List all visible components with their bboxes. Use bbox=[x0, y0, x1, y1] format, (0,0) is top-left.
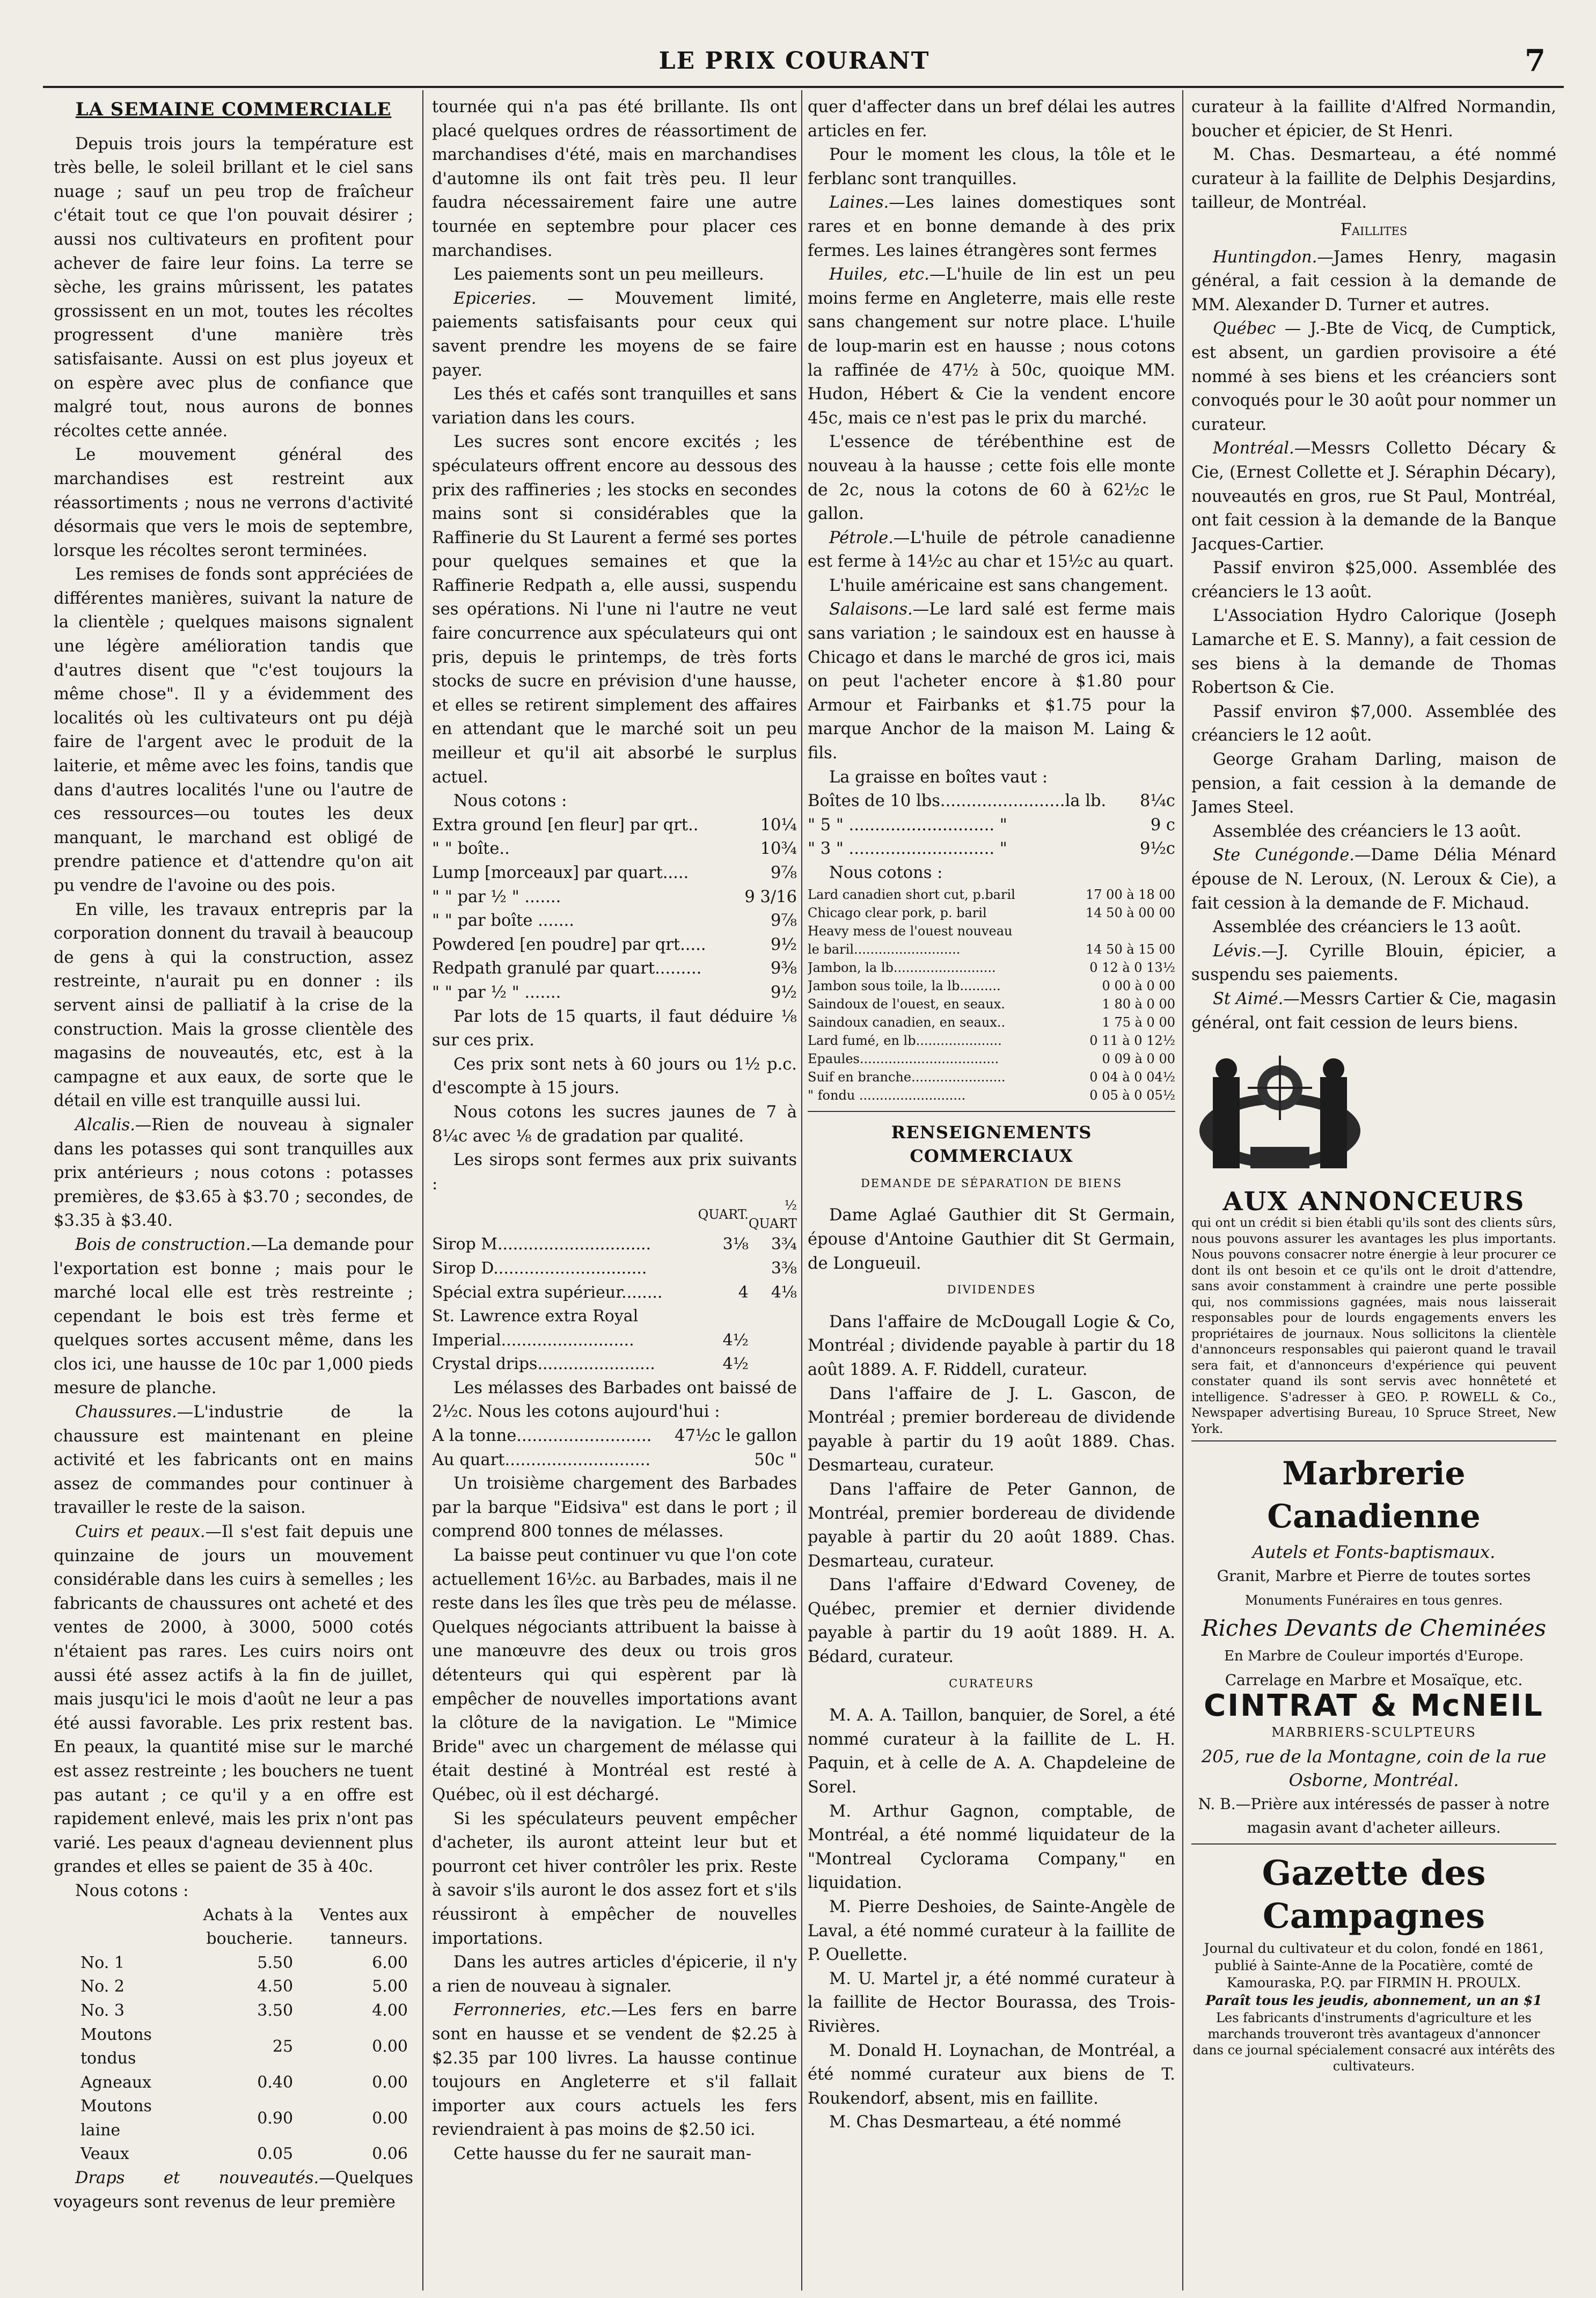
table-cell: 4.00 bbox=[372, 2001, 408, 2020]
table-cell: 0.05 bbox=[257, 2145, 294, 2164]
table-cell: Moutons tondus bbox=[80, 2025, 152, 2068]
price-value: 9⅜ bbox=[771, 959, 797, 978]
price-row bbox=[432, 814, 797, 838]
article-paragraph: Dans les autres articles d'épicerie, il n'y a rien de nouveau à signaler. bbox=[432, 1953, 797, 1996]
article-paragraph: Les mélasses des Barbades ont baissé de 2½c. Nous les cotons aujourd'hui : bbox=[432, 1378, 797, 1422]
price-value: 9 c bbox=[1150, 815, 1175, 835]
price-value: 10¾ bbox=[760, 839, 797, 859]
table-cell: 3¾ bbox=[771, 1235, 797, 1254]
ad-marbrerie-line: Carrelage en Marbre et Mosaïque, etc. bbox=[1225, 1671, 1523, 1689]
table-cell bbox=[698, 1305, 749, 1329]
column-2 bbox=[432, 96, 797, 2288]
article-paragraph bbox=[432, 287, 797, 383]
table-cell: Agneaux bbox=[80, 2073, 152, 2092]
table-cell: 25 bbox=[272, 2037, 294, 2056]
table-cell: Moutons laine bbox=[80, 2097, 152, 2140]
article-paragraph: Nous cotons : bbox=[75, 1881, 189, 1900]
notice-paragraph bbox=[1191, 246, 1556, 318]
notice-paragraph bbox=[1191, 317, 1556, 437]
price-row bbox=[808, 885, 1175, 904]
table-header: QUART. bbox=[698, 1207, 749, 1223]
paragraph-label: Cuirs et peaux. bbox=[75, 1523, 206, 1542]
price-label: Saindoux canadien, en seaux.. bbox=[808, 1014, 1006, 1030]
price-row bbox=[808, 977, 1175, 995]
table-cell: Veaux bbox=[80, 2145, 129, 2164]
paragraph-label: Alcalis. bbox=[75, 1115, 135, 1135]
section-rule bbox=[808, 1111, 1175, 1112]
price-label: Powdered [en poudre] par qrt..... bbox=[432, 935, 706, 954]
article-paragraph: Nous cotons : bbox=[453, 792, 567, 811]
notice-paragraph: Assemblée des créanciers le 13 août. bbox=[1213, 822, 1521, 841]
paragraph-text: —L'huile de pétrole canadienne est ferme à 14½c au char et 15½c au quart. bbox=[808, 528, 1175, 572]
price-label: Lump [morceaux] par quart..... bbox=[432, 863, 689, 882]
table-row bbox=[432, 1305, 797, 1329]
price-value: 0 00 à 0 00 bbox=[1102, 978, 1175, 993]
table-cell: 3.50 bbox=[257, 2001, 294, 2020]
subheading-curateurs: CURATEURS bbox=[949, 1677, 1034, 1690]
table-cell: No. 2 bbox=[80, 1977, 125, 1996]
notice-paragraph: Dans l'affaire de McDougall Logie & Co, Montréal ; dividende payable à partir du 18 août 1889. A. F. Riddell, curateur. bbox=[808, 1312, 1175, 1379]
price-value: 9⅞ bbox=[771, 863, 797, 882]
article-paragraph: Les thés et cafés sont tranquilles et sans variation dans les cours. bbox=[432, 385, 797, 428]
notice-paragraph: M. Pierre Deshoies, de Sainte-Angèle de Laval, a été nommé curateur à la faillite de P. Ouellette. bbox=[808, 1898, 1175, 1965]
paragraph-text: —Messrs Cartier & Cie, magasin général, ont fait cession de leurs biens. bbox=[1191, 989, 1556, 1033]
price-label: Suif en branche....................... bbox=[808, 1069, 1006, 1085]
page-header-title: LE PRIX COURANT bbox=[658, 47, 930, 75]
table-row bbox=[75, 1999, 413, 2023]
table-row bbox=[75, 2071, 413, 2095]
price-label: Heavy mess de l'ouest nouveau bbox=[808, 923, 1013, 939]
table-row bbox=[432, 1281, 797, 1305]
price-label: " 5 " ............................ " bbox=[808, 815, 1007, 835]
price-value: 8¼c bbox=[1139, 792, 1175, 811]
paragraph-text: —Rien de nouveau à signaler dans les potasses qui sont tranquilles aux prix antérieurs ; nous cotons : potasses premières, de $3.65 à $3.70 ; secondes, de $3.35 à $3.40. bbox=[54, 1115, 413, 1231]
column-3 bbox=[808, 96, 1175, 2288]
paragraph-label: Ferronneries, etc. bbox=[453, 2001, 611, 2020]
price-row bbox=[808, 1013, 1175, 1031]
ad-marbrerie-line: Riches Devants de Cheminées bbox=[1201, 1615, 1547, 1642]
article-paragraph: Si les spéculateurs peuvent empêcher d'acheter, ils auront atteint leur but et pourront cet hiver contrôler les prix. Reste à savoir s'ils auront le dos assez fort et s'ils réussiront à empêcher de nouvelles importations. bbox=[432, 1809, 797, 1948]
article-paragraph: Ces prix sont nets à 60 jours ou 1½ p.c. d'escompte à 15 jours. bbox=[432, 1055, 797, 1098]
ad-rule bbox=[1191, 1440, 1556, 1441]
price-value: 17 00 à 18 00 bbox=[1086, 887, 1175, 902]
paragraph-label: St Aimé. bbox=[1213, 989, 1284, 1008]
price-value: 1 75 à 0 00 bbox=[1102, 1014, 1175, 1030]
price-label: " fondu .......................... bbox=[808, 1087, 966, 1103]
notice-paragraph: Passif environ $25,000. Assemblée des créanciers le 13 août. bbox=[1191, 559, 1556, 602]
price-label: Chicago clear pork, p. baril bbox=[808, 905, 987, 920]
price-row bbox=[808, 904, 1175, 922]
paragraph-text: —Quelques voyageurs sont revenus de leur première bbox=[54, 2169, 413, 2212]
table-cell bbox=[749, 1305, 797, 1329]
price-row bbox=[808, 837, 1175, 861]
column-divider bbox=[422, 90, 423, 2290]
notice-paragraph bbox=[1191, 437, 1556, 557]
table-row bbox=[432, 1352, 797, 1377]
syrup-price-table bbox=[432, 1196, 797, 1377]
table-header-row bbox=[75, 1904, 413, 1951]
price-label: le baril.......................... bbox=[808, 941, 961, 957]
ad-marbrerie-note: N. B.—Prière aux intéressés de passer à notre magasin avant d'acheter ailleurs. bbox=[1198, 1795, 1550, 1837]
price-label: Au quart............................ bbox=[432, 1450, 651, 1469]
price-label: Boîtes de 10 lbs........................la lb. bbox=[808, 792, 1107, 811]
article-paragraph bbox=[808, 263, 1175, 430]
ad-marbrerie-line: Monuments Funéraires en tous genres. bbox=[1244, 1592, 1503, 1608]
table-cell: 0.06 bbox=[372, 2145, 408, 2164]
notice-paragraph bbox=[1191, 940, 1556, 987]
article-paragraph bbox=[808, 598, 1175, 765]
paragraph-text: — J.-Bte de Vicq, de Cumptick, est absent, un gardien provisoire a été nommé à ses biens et les créanciers sont convoqués pour le 30 août pour nommer un curateur. bbox=[1191, 319, 1556, 434]
table-cell: 4⅛ bbox=[771, 1283, 797, 1302]
table-cell: 4½ bbox=[722, 1355, 749, 1374]
article-paragraph: Un troisième chargement des Barbades par la barque "Eidsiva" est dans le port ; il comprend 800 tonnes de mélasses. bbox=[432, 1474, 797, 1541]
price-value: 9⅞ bbox=[771, 911, 797, 931]
article-paragraph: Par lots de 15 quarts, il faut déduire ⅛ sur ces prix. bbox=[432, 1007, 797, 1050]
table-cell: 3⅛ bbox=[722, 1235, 749, 1254]
header-rule bbox=[43, 86, 1564, 88]
table-cell: St. Lawrence extra Royal bbox=[432, 1307, 639, 1326]
table-cell: 4½ bbox=[722, 1330, 749, 1350]
table-header: Achats à la boucherie. bbox=[203, 1905, 294, 1949]
table-cell: 0.00 bbox=[372, 2037, 408, 2056]
table-cell: 4 bbox=[738, 1283, 749, 1302]
ad-marbrerie-line: Granit, Marbre et Pierre de toutes sortes bbox=[1217, 1567, 1531, 1585]
article-paragraph: La baisse peut continuer vu que l'on cote actuellement 16½c. au Barbades, mais il ne reste dans les îles que très peu de mélasse. Quelques négociants attribuent la baisse à une manœuvre des deux ou trois gros détenteurs qui qui espèrent par là empêcher de nouvelles importations avant la clôture de la navigation. Le "Mimice Bride" avec un chargement de mélasse qui était destiné à Montréal est resté à Québec, où il est déchargé. bbox=[432, 1546, 797, 1804]
price-value: 9½ bbox=[771, 983, 797, 1002]
price-value: 0 04 à 0 04½ bbox=[1089, 1069, 1175, 1085]
article-paragraph: Les paiements sont un peu meilleurs. bbox=[453, 265, 764, 284]
price-row bbox=[432, 933, 797, 957]
price-label: Redpath granulé par quart......... bbox=[432, 959, 702, 978]
paragraph-text: —Le lard salé est ferme mais sans variation ; le saindoux est en hausse à Chicago et dans le marché de gros ici, mais on peut l'acheter encore à $1.80 pour Armour et Fairbanks et $1.75 pour la marque Anchor de la maison M. Laing & fils. bbox=[808, 600, 1175, 763]
price-value: 14 50 à 15 00 bbox=[1086, 941, 1175, 957]
price-value: 1 80 à 0 00 bbox=[1102, 996, 1175, 1012]
table-header-row bbox=[432, 1196, 797, 1233]
notice-paragraph: M. Chas. Desmarteau, a été nommé curateur à la faillite de Delphis Desjardins, tailleur, de Montréal. bbox=[1191, 145, 1556, 213]
paragraph-label: Salaisons. bbox=[829, 600, 913, 619]
table-cell: 0.00 bbox=[372, 2109, 408, 2128]
notice-paragraph bbox=[1191, 844, 1556, 916]
table-cell: Spécial extra supérieur........ bbox=[432, 1283, 663, 1302]
price-value: 9½c bbox=[1139, 839, 1175, 859]
price-label: Jambon, la lb......................... bbox=[808, 960, 996, 975]
table-row bbox=[75, 2023, 413, 2071]
table-cell bbox=[749, 1329, 797, 1353]
price-row bbox=[808, 814, 1175, 838]
notice-paragraph: curateur à la faillite d'Alfred Normandin, boucher et épicier, de St Henri. bbox=[1191, 98, 1556, 141]
article-paragraph: Les sucres sont encore excités ; les spéculateurs offrent encore au dessous des prix des raffineries ; les stocks en secondes mains sont si considérables que la Raffinerie du St Laurent a fermé ses portes pour quelques semaines et que la Raffinerie Redpath a, elle aussi, suspendu ses opérations. Ni l'une ni l'autre ne veut faire concurrence aux spéculateurs qui ont pris, depuis le printemps, de très forts stocks de sucre en prévision d'une hausse, et elles se retirent simplement des affaires en attendant que le marché soit un peu meilleur et qu'il ait absorbé le surplus actuel. bbox=[432, 433, 797, 787]
subheading-faillites: Faillites bbox=[1340, 220, 1408, 239]
subheading-dividendes: DIVIDENDES bbox=[947, 1283, 1036, 1297]
paragraph-label: Ste Cunégonde. bbox=[1213, 846, 1355, 865]
column-1 bbox=[54, 96, 413, 2288]
article-paragraph: En ville, les travaux entrepris par la corporation donnent du travail à beaucoup de gens à qui la construction, assez restreinte, n'aurait pu en donner : ils servent ainsi de palliatif à la crise de la construction. Mais la grosse clientèle des magasins de nouveautés, etc, est à la campagne et aux eaux, de sorte que le détail en ville est tranquille aussi lui. bbox=[54, 900, 413, 1111]
ad-marbrerie-firm: CINTRAT & McNEIL bbox=[1204, 1688, 1544, 1724]
ad-rule bbox=[1191, 1843, 1556, 1845]
price-label: Epaules.................................. bbox=[808, 1051, 999, 1066]
article-paragraph: Cette hausse du fer ne saurait man- bbox=[453, 2144, 752, 2163]
table-cell bbox=[749, 1352, 797, 1377]
price-row bbox=[808, 922, 1175, 940]
table-row bbox=[75, 2095, 413, 2142]
price-value: 10¼ bbox=[760, 815, 797, 835]
paragraph-label: Huntingdon. bbox=[1213, 247, 1317, 267]
notice-paragraph: Dans l'affaire de J. L. Gascon, de Montréal ; premier bordereau de dividende payable à partir du 19 août 1889. Chas. Desmarteau, curateur. bbox=[808, 1384, 1175, 1475]
meat-price-list bbox=[808, 885, 1175, 1104]
table-cell: 3⅜ bbox=[771, 1258, 797, 1278]
price-row bbox=[432, 981, 797, 1005]
notice-paragraph: Dame Aglaé Gauthier dit St Germain, épouse d'Antoine Gauthier dit St Germain, de Longueuil. bbox=[808, 1206, 1175, 1273]
sugar-price-list bbox=[432, 814, 797, 1005]
article-paragraph bbox=[808, 526, 1175, 574]
table-header: Ventes aux tanneurs. bbox=[319, 1905, 408, 1949]
price-row bbox=[808, 995, 1175, 1013]
ad-marbrerie-address: 205, rue de la Montagne, coin de la rue Osborne, Montréal. bbox=[1201, 1746, 1547, 1791]
price-row bbox=[432, 909, 797, 933]
paragraph-text: —J. Cyrille Blouin, épicier, a suspendu ses paiements. bbox=[1191, 941, 1556, 985]
paragraph-text: —Messrs Colletto Décary & Cie, (Ernest Collette et J. Séraphin Décary), nouveautés en gros, rue St Paul, Montréal, ont fait cession à la demande de la Banque Jacques-Cartier. bbox=[1191, 439, 1556, 554]
price-row bbox=[808, 940, 1175, 958]
ad-aux-annonceurs-text: qui ont un crédit si bien établi qu'ils sont des clients sûrs, nous pouvons assurer les avantages les plus importants. Nous pouvons consacrer notre énergie à leur procurer ce dont ils ont besoin et ce qu'ils ont le droit d'attendre, sans avoir constamment à craindre une perte possible qui, nos commissions gagnées, mais nous laisserait responsables pour de lourds engagements envers les propriétaires de journaux. Nous sollicitons la clientèle d'annonceurs responsables qui paieront quand le travail sera fait, et d'annonceurs d'expérience qui peuvent constater quand ils sont servis avec honnêteté et intelligence. S'adresser à GEO. P. ROWELL & Co., Newspaper advertising Bureau, 10 Spruce Street, New York. bbox=[1191, 1216, 1556, 1436]
ad-gazette-subscription: Paraît tous les jeudis, abonnement, un an $1 bbox=[1205, 1992, 1542, 2008]
price-label: Extra ground [en fleur] par qrt.. bbox=[432, 815, 699, 835]
price-value: 0 05 à 0 05½ bbox=[1089, 1087, 1175, 1103]
hides-price-table bbox=[75, 1904, 413, 2167]
price-row bbox=[808, 1050, 1175, 1068]
paragraph-text: —La demande pour l'exportation est bonne ; mais pour le marché local elle est très restreinte ; cependant le bois est très ferme et quelques sortes accusent même, dans les clos ici, une hausse de 10c par 1,000 pieds mesure de planche. bbox=[54, 1235, 413, 1398]
article-paragraph bbox=[54, 2167, 413, 2214]
paragraph-label: Québec bbox=[1213, 319, 1276, 339]
notice-paragraph: Dans l'affaire de Peter Gannon, de Montréal, premier bordereau de dividende payable à partir du 20 août 1889. Chas. Desmarteau, curateur. bbox=[808, 1480, 1175, 1571]
table-cell: 0.40 bbox=[257, 2073, 294, 2092]
ad-marbrerie-title: Marbrerie Canadienne bbox=[1267, 1455, 1481, 1536]
paragraph-text: —Dame Délia Ménard épouse de N. Leroux, (N. Leroux & Cie), a fait cession à la demande de F. Michaud. bbox=[1191, 846, 1556, 913]
notice-paragraph bbox=[1191, 987, 1556, 1035]
article-paragraph: Le mouvement général des marchandises est restreint aux réassortiments ; nous ne verrons d'activité désormais que vers le mois de septembre, lorsque les récoltes seront terminées. bbox=[54, 445, 413, 560]
notice-paragraph: M. A. A. Taillon, banquier, de Sorel, a été nommé curateur à la faillite de L. H. Paquin, et à celle de A. A. Chapdeleine de Sorel. bbox=[808, 1706, 1175, 1797]
ad-marbrerie-line: En Marbre de Couleur importés d'Europe. bbox=[1224, 1648, 1524, 1665]
price-value: 50c " bbox=[754, 1450, 797, 1469]
paragraph-label: Chaussures. bbox=[75, 1403, 177, 1422]
price-row bbox=[808, 958, 1175, 977]
article-paragraph: Depuis trois jours la température est très belle, le soleil brillant et le ciel sans nuage ; sauf un peu trop de fraîcheur c'était tout ce que l'on pouvait désirer ; aussi nos cultivateurs en profitent pour achever de faire leur foins. La terre se sèche, les grains mûrissent, les patates grossissent en un mot, toutes les récoltes progressent d'une manière très satisfaisante. Aussi on est plus joyeux et on espère avec plus de confiance que malgré tout, nous aurons de bonnes récoltes cette année. bbox=[54, 134, 413, 441]
notice-paragraph: M. U. Martel jr, a été nommé curateur à la faillite de Hector Bourassa, des Trois-Rivières. bbox=[808, 1969, 1175, 2036]
paragraph-label: Epiceries. bbox=[453, 289, 537, 308]
price-value: 0 11 à 0 12½ bbox=[1089, 1033, 1175, 1048]
price-label: Lard canadien short cut, p.baril bbox=[808, 887, 1015, 902]
table-cell: 5.00 bbox=[372, 1977, 408, 1996]
price-label: " " par ½ " ....... bbox=[432, 887, 561, 906]
article-paragraph: La graisse en boîtes vaut : bbox=[829, 767, 1048, 787]
notice-paragraph: Passif environ $7,000. Assemblée des créanciers le 12 août. bbox=[1191, 702, 1556, 745]
table-row bbox=[432, 1329, 797, 1353]
table-cell: 5.50 bbox=[257, 1953, 294, 1972]
column-divider bbox=[801, 90, 802, 2290]
table-cell: 0.90 bbox=[257, 2109, 294, 2128]
paragraph-text: —L'industrie de la chaussure est maintenant en pleine activité et les fabricants ont en mains assez de commandes pour continuer à travailler le reste de la saison. bbox=[54, 1403, 413, 1518]
advertising-engraving-icon bbox=[1191, 1045, 1368, 1179]
article-paragraph: Pour le moment les clous, la tôle et le ferblanc sont tranquilles. bbox=[808, 145, 1175, 188]
price-row bbox=[808, 1031, 1175, 1050]
table-header: ½ QUART bbox=[748, 1198, 797, 1232]
article-paragraph bbox=[54, 1401, 413, 1520]
paragraph-text: —L'huile de lin est un peu moins ferme en Angleterre, mais elle reste sans changement sur notre place. L'huile de loup-marin est en hausse ; nous cotons la raffinée de 47½ à 50c, quoique MM. Hudon, Hébert & Cie la vendent encore 45c, mais ce n'est pas le prix du marché. bbox=[808, 265, 1175, 428]
ad-gazette-text: Les fabricants d'instruments d'agriculture et les marchands trouveront très avantageux d'annoncer dans ce journal spécialement consacré aux intérêts des cultivateurs. bbox=[1192, 2010, 1555, 2074]
article-paragraph: Les sirops sont fermes aux prix suivants : bbox=[432, 1151, 797, 1194]
price-label: Saindoux de l'ouest, en seaux. bbox=[808, 996, 1005, 1012]
ad-gazette-title: Gazette des Campagnes bbox=[1262, 1853, 1486, 1936]
table-row bbox=[75, 1951, 413, 1975]
notice-paragraph: M. Donald H. Loynachan, de Montréal, a été nommé curateur aux biens de T. Roukendorf, absent, mis en faillite. bbox=[808, 2041, 1175, 2108]
article-paragraph: Nous cotons : bbox=[829, 863, 943, 882]
notice-paragraph: George Graham Darling, maison de pension, a fait cession à la demande de James Steel. bbox=[1191, 750, 1556, 817]
article-paragraph: L'huile américaine est sans changement. bbox=[829, 576, 1169, 595]
price-row bbox=[808, 1086, 1175, 1104]
article-paragraph bbox=[432, 1999, 797, 2142]
ad-marbrerie-line: Autels et Fonts-baptismaux. bbox=[1252, 1542, 1496, 1563]
paragraph-label: Bois de construction. bbox=[75, 1235, 251, 1254]
article-paragraph: quer d'affecter dans un bref délai les autres articles en fer. bbox=[808, 98, 1175, 141]
paragraph-label: Laines. bbox=[829, 193, 889, 213]
article-paragraph bbox=[54, 1520, 413, 1879]
table-cell: Sirop D.............................. bbox=[432, 1258, 647, 1278]
notice-paragraph: M. Chas Desmarteau, a été nommé bbox=[829, 2113, 1122, 2132]
table-cell: 6.00 bbox=[372, 1953, 408, 1972]
paragraph-text: — Mouvement limité, paiements satisfaisants pour ceux qui savent prendre les moyens de se faire payer. bbox=[432, 289, 797, 380]
article-paragraph: tournée qui n'a pas été brillante. Ils ont placé quelques ordres de réassortiment de marchandises d'été, mais en marchandises d'automne ils ont fait très peu. Il leur faudra nécessairement faire une autre tournée en septembre pour placer ces marchandises. bbox=[432, 98, 797, 260]
table-cell bbox=[698, 1257, 749, 1281]
price-label: " 3 " ............................ " bbox=[808, 839, 1007, 859]
page-number: 7 bbox=[1525, 43, 1546, 78]
price-row bbox=[432, 861, 797, 885]
subheading-separation: DEMANDE DE SÉPARATION DE BIENS bbox=[860, 1176, 1123, 1190]
article-paragraph: Les remises de fonds sont appréciées de différentes manières, suivant la nature de la clientèle ; quelques maisons signalent une légère amélioration tandis que d'autres disent que "c'est toujours la même chose". Il y a évidemment des localités où les cultivateurs ont pu déjà faire de l'argent avec le produit de la laiterie, et même avec les foins, tandis que dans d'autres localités l'une ou l'autre de ces ressources—ou toutes les deux manquant, le marchand est obligé de prendre patience et d'attendre qu'on ait pu vendre de l'avoine ou des pois. bbox=[54, 565, 413, 895]
paragraph-text: —Les fers en barre sont en hausse et se vendent de $2.25 à $2.35 par 100 livres. La hausse continue toujours en Angleterre et s'il fallait importer aux cours actuels les fers reviendraient à pas moins de $2.50 ici. bbox=[432, 2001, 797, 2140]
price-label: " " par boîte ....... bbox=[432, 911, 574, 931]
paragraph-text: —Les laines domestiques sont rares et en bonne demande à des prix fermes. Les laines étrangères sont fermes bbox=[808, 193, 1175, 260]
table-row bbox=[432, 1233, 797, 1257]
article-paragraph: L'essence de térébenthine est de nouveau à la hausse ; cette fois elle monte de 2c, nous la cotons de 60 à 62½c le gallon. bbox=[808, 433, 1175, 524]
price-row bbox=[808, 789, 1175, 814]
price-value: 0 09 à 0 00 bbox=[1102, 1051, 1175, 1066]
price-label: " " boîte.. bbox=[432, 839, 510, 859]
section-heading-semaine: LA SEMAINE COMMERCIALE bbox=[75, 99, 392, 120]
paragraph-text: —James Henry, magasin général, a fait cession à la demande de MM. Alexander D. Turner et autres. bbox=[1191, 247, 1556, 314]
price-row bbox=[808, 1068, 1175, 1086]
table-row bbox=[75, 2142, 413, 2167]
article-paragraph bbox=[54, 1114, 413, 1233]
price-label: " " par ½ " ....... bbox=[432, 983, 561, 1002]
price-row bbox=[432, 837, 797, 861]
paragraph-text: —Il s'est fait depuis une quinzaine de jours un mouvement considérable dans les cuirs à semelles ; les fabricants de chaussures ont acheté et des ventes de 2000, à 3000, 5000 cotés n'étaient pas rares. Les cuirs noirs ont aussi été assez actifs à la fin de juillet, mais jusqu'ici le mois d'août ne leur a pas été aussi favorable. Les prix restent bas. En peaux, la quantité mise sur le marché est assez restreinte ; les bouchers ne tuent pas autant ; ce qu'il y a en offre est rapidement enlevé, mais les prix n'ont pas varié. Les peaux d'agneau deviennent plus grandes et elles se paient de 35 à 40c. bbox=[54, 1523, 413, 1877]
table-cell: 0.00 bbox=[372, 2073, 408, 2092]
price-row bbox=[432, 1424, 797, 1448]
price-label: A la tonne.......................... bbox=[432, 1426, 652, 1446]
ad-marbrerie-subtitle: MARBRIERS-SCULPTEURS bbox=[1271, 1724, 1476, 1740]
notice-paragraph: M. Arthur Gagnon, comptable, de Montréal, a été nommé liquidateur de la "Montreal Cyclorama Company," en liquidation. bbox=[808, 1802, 1175, 1893]
ad-aux-annonceurs-title: AUX ANNONCEURS bbox=[1222, 1186, 1525, 1217]
price-label: Lard fumé, en lb..................... bbox=[808, 1033, 1002, 1048]
paragraph-label: Draps et nouveautés. bbox=[75, 2169, 319, 2188]
notice-paragraph: Dans l'affaire d'Edward Coveney, de Québec, premier et dernier dividende payable à partir du 19 août 1889. H. A. Bédard, curateur. bbox=[808, 1576, 1175, 1667]
notice-paragraph: L'Association Hydro Calorique (Joseph Lamarche et E. S. Manny), a fait cession de ses biens à la demande de Thomas Robertson & Cie. bbox=[1191, 606, 1556, 698]
price-value: 0 12 à 0 13½ bbox=[1089, 960, 1175, 975]
ad-gazette-text: Journal du cultivateur et du colon, fondé en 1861, publié à Sainte-Anne de la Pocatière, comté de Kamouraska, P.Q. par FIRMIN H. PROULX. bbox=[1204, 1940, 1544, 1990]
table-row bbox=[75, 1975, 413, 1999]
article-paragraph bbox=[808, 191, 1175, 263]
column-divider bbox=[1182, 90, 1183, 2290]
table-cell: No. 3 bbox=[80, 2001, 125, 2020]
price-value: 47½c le gallon bbox=[675, 1426, 797, 1446]
table-cell: No. 1 bbox=[80, 1953, 125, 1972]
section-heading-renseignements: RENSEIGNEMENTS COMMERCIAUX bbox=[891, 1122, 1092, 1167]
table-cell: Sirop M.............................. bbox=[432, 1235, 651, 1254]
table-cell: Crystal drips....................... bbox=[432, 1355, 655, 1374]
paragraph-label: Lévis. bbox=[1213, 941, 1262, 961]
price-value: 14 50 à 00 00 bbox=[1086, 905, 1175, 920]
paragraph-label: Pétrole. bbox=[829, 528, 894, 547]
article-paragraph: Nous cotons les sucres jaunes de 7 à 8¼c avec ⅛ de gradation par qualité. bbox=[432, 1102, 797, 1146]
price-row bbox=[432, 1448, 797, 1473]
price-value: 9 3/16 bbox=[744, 887, 797, 906]
table-row bbox=[432, 1257, 797, 1281]
column-4 bbox=[1191, 96, 1556, 2288]
price-row bbox=[432, 957, 797, 981]
article-paragraph bbox=[54, 1233, 413, 1401]
table-cell: Imperial.......................... bbox=[432, 1330, 634, 1350]
paragraph-label: Huiles, etc. bbox=[829, 265, 929, 284]
notice-paragraph: Assemblée des créanciers le 13 août. bbox=[1213, 918, 1521, 937]
table-cell: 4.50 bbox=[257, 1977, 294, 1996]
price-row bbox=[432, 885, 797, 910]
price-label: Jambon sous toile, la lb.......... bbox=[808, 978, 1001, 993]
paragraph-label: Montréal. bbox=[1213, 439, 1294, 458]
price-value: 9½ bbox=[771, 935, 797, 954]
